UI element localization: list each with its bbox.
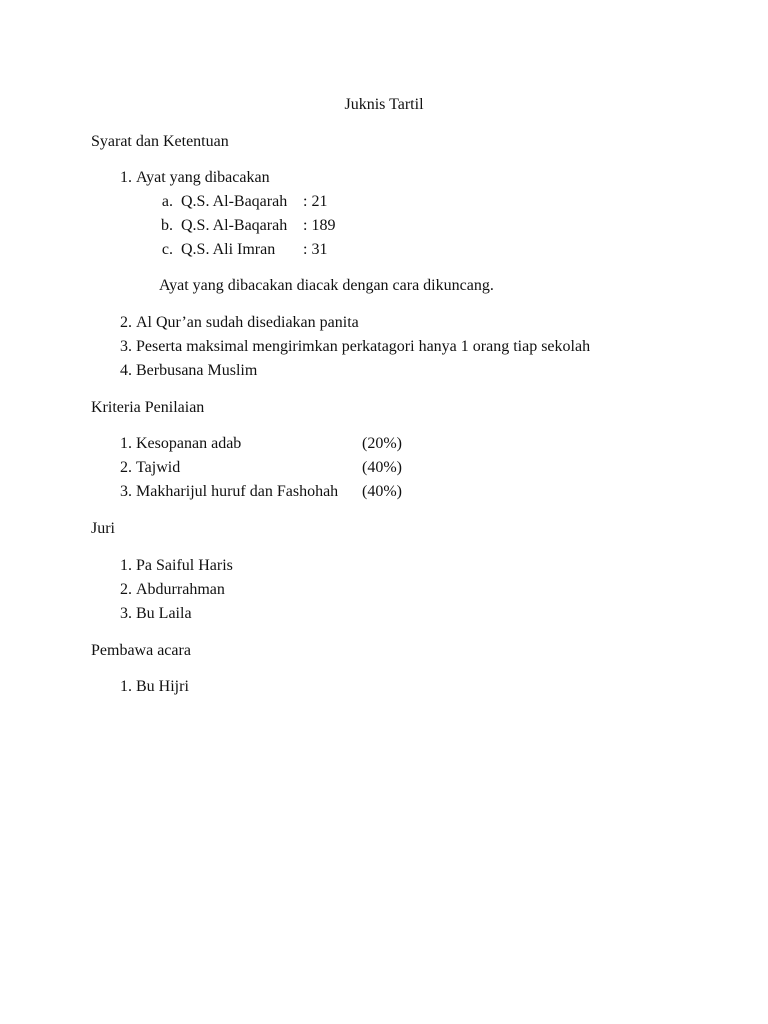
sub-list-letter: c. <box>161 241 173 258</box>
list-text: Bu Laila <box>136 605 192 622</box>
section-heading-juri: Juri <box>91 520 115 537</box>
sub-list-text: Q.S. Ali Imran <box>181 241 276 258</box>
list-number: 2. <box>120 314 132 331</box>
sub-list-value: : 31 <box>303 241 328 258</box>
list-number: 2. <box>120 459 132 476</box>
list-text: Bu Hijri <box>136 678 189 695</box>
criteria-weight: (20%) <box>362 435 402 452</box>
criteria-weight: (40%) <box>362 483 402 500</box>
list-text: Makharijul huruf dan Fashohah <box>136 483 339 500</box>
list-text: Tajwid <box>136 459 181 476</box>
section-heading-pembawa: Pembawa acara <box>91 642 191 659</box>
list-text: Peserta maksimal mengirimkan perkatagori hanya 1 orang tiap sekolah <box>136 338 591 355</box>
list-text: Ayat yang dibacakan <box>136 169 270 186</box>
list-text: Pa Saiful Haris <box>136 557 233 574</box>
list-text: Abdurrahman <box>136 581 225 598</box>
sub-list-value: : 21 <box>303 193 328 210</box>
ayat-note: Ayat yang dibacakan diacak dengan cara dikuncang. <box>159 277 494 294</box>
sub-list-text: Q.S. Al-Baqarah <box>181 193 288 210</box>
sub-list-value: : 189 <box>303 217 336 234</box>
list-number: 1. <box>120 435 132 452</box>
sub-list-text: Q.S. Al-Baqarah <box>181 217 288 234</box>
criteria-weight: (40%) <box>362 459 402 476</box>
sub-list-letter: b. <box>161 217 173 234</box>
list-number: 1. <box>120 678 132 695</box>
section-heading-kriteria: Kriteria Penilaian <box>91 399 205 416</box>
list-number: 3. <box>120 483 132 500</box>
sub-list-letter: a. <box>161 193 173 210</box>
list-number: 3. <box>120 338 132 355</box>
section-heading-syarat: Syarat dan Ketentuan <box>91 133 229 150</box>
list-number: 4. <box>120 362 132 379</box>
list-text: Berbusana Muslim <box>136 362 258 379</box>
list-text: Al Qur’an sudah disediakan panita <box>136 314 359 331</box>
list-number: 3. <box>120 605 132 622</box>
list-number: 1. <box>120 557 132 574</box>
list-number: 1. <box>120 169 132 186</box>
list-text: Kesopanan adab <box>136 435 242 452</box>
list-number: 2. <box>120 581 132 598</box>
document-title: Juknis Tartil <box>344 96 424 113</box>
